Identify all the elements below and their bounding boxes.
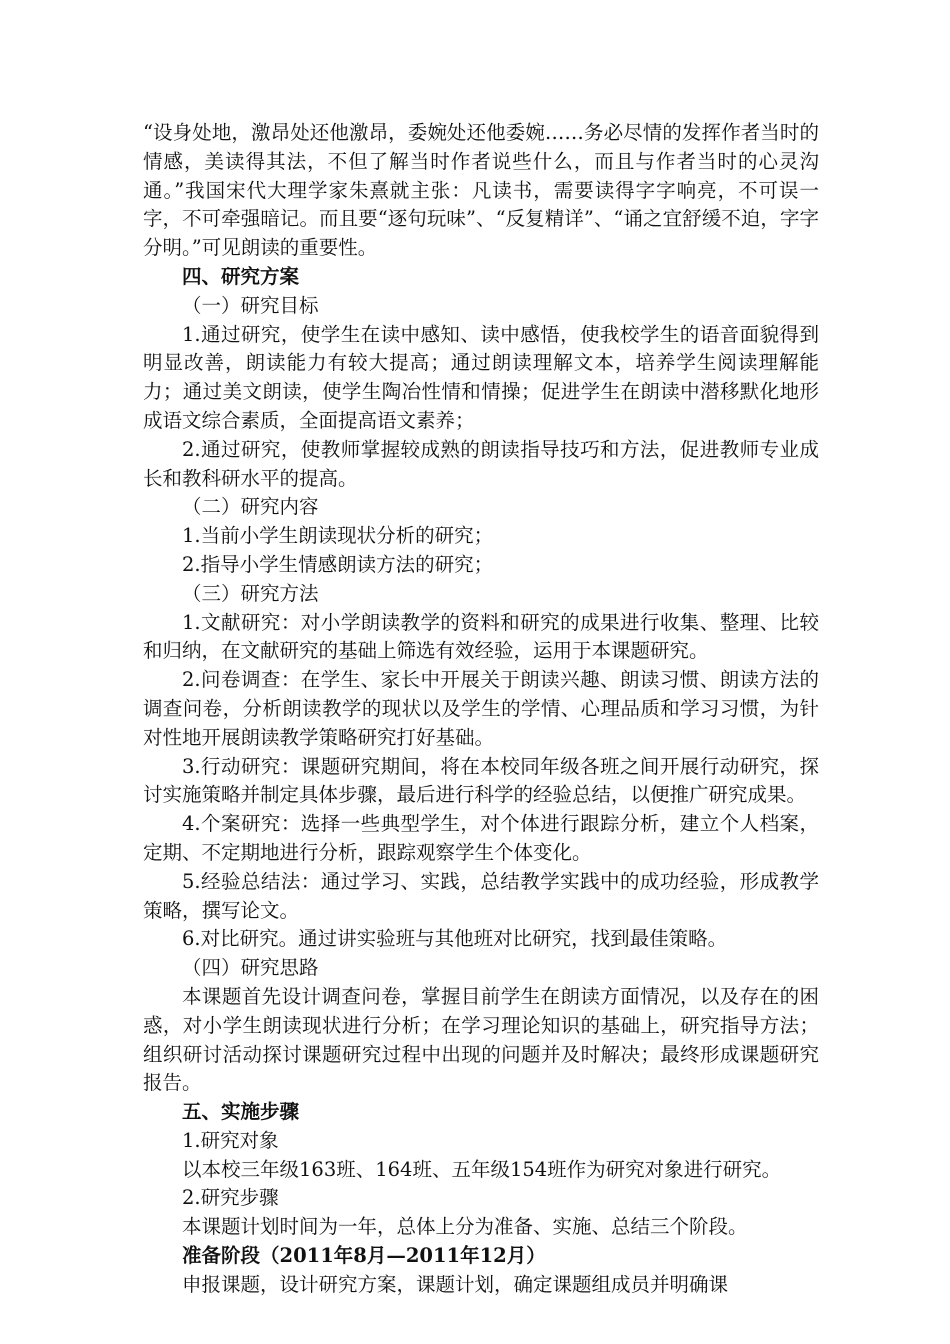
steps-paragraph: 本课题计划时间为一年，总体上分为准备、实施、总结三个阶段。 bbox=[182, 1215, 748, 1239]
section-heading-implementation: 五、实施步骤 bbox=[182, 1100, 300, 1124]
document-body bbox=[143, 119, 819, 1300]
preparation-paragraph: 申报课题，设计研究方案，课题计划，确定课题组成员并明确课 bbox=[182, 1272, 729, 1296]
method-item-2: 2.问卷调查：在学生、家长中开展关于朗读兴趣、朗读习惯、朗读方法的调查问卷，分析朗读教学的现状以及学生的学情、心理品质和学习习惯，为针对性地开展朗读教学策略研究打好基础。 bbox=[143, 668, 819, 749]
intro-quote-paragraph: “设身处地，激昂处还他激昂，委婉处还他委婉……务必尽情的发挥作者当时的情感，美读得其法，不但了解当时作者说些什么，而且与作者当时的心灵沟通。”我国宋代大理学家朱熹就主张：凡读书，需要读得字字响亮，不可误一字，不可牵强暗记。而且要“逐句玩味”、“反复精详”、“诵之宜舒缓不迫，字字分明。”可见朗读的重要性。 bbox=[143, 121, 819, 260]
section-heading-research-plan: 四、研究方案 bbox=[182, 264, 300, 288]
phase-heading-preparation: 准备阶段（2011年8月—2011年12月） bbox=[182, 1244, 546, 1268]
subheading-research-content: （二）研究内容 bbox=[182, 495, 319, 519]
goal-item-1: 1.通过研究，使学生在读中感知、读中感悟，使我校学生的语音面貌得到明显改善，朗读能力有较大提高；通过朗读理解文本，培养学生阅读理解能力；通过美文朗读，使学生陶冶性情和情操；促进学生在朗读中潜移默化地形成语文综合素质，全面提高语文素养； bbox=[143, 322, 819, 432]
subheading-research-steps: 2.研究步骤 bbox=[182, 1186, 279, 1210]
subjects-paragraph: 以本校三年级163班、164班、五年级154班作为研究对象进行研究。 bbox=[182, 1157, 782, 1181]
method-item-6: 6.对比研究。通过讲实验班与其他班对比研究，找到最佳策略。 bbox=[182, 927, 728, 951]
goal-item-2: 2.通过研究，使教师掌握较成熟的朗读指导技巧和方法，促进教师专业成长和教科研水平的提高。 bbox=[143, 437, 819, 490]
method-item-1: 1.文献研究：对小学朗读教学的资料和研究的成果进行收集、整理、比较和归纳，在文献研究的基础上筛选有效经验，运用于本课题研究。 bbox=[143, 610, 819, 663]
method-item-4: 4.个案研究：选择一些典型学生，对个体进行跟踪分析，建立个人档案，定期、不定期地进行分析，跟踪观察学生个体变化。 bbox=[143, 812, 819, 864]
subheading-research-approach: （四）研究思路 bbox=[182, 956, 319, 980]
subheading-research-goals: （一）研究目标 bbox=[182, 293, 319, 317]
approach-paragraph: 本课题首先设计调查问卷，掌握目前学生在朗读方面情况，以及存在的困惑，对小学生朗读现状进行分析；在学习理论知识的基础上，研究指导方法；组织研讨活动探讨课题研究过程中出现的问题并及时解决；最终形成课题研究报告。 bbox=[143, 984, 819, 1095]
subheading-research-subjects: 1.研究对象 bbox=[182, 1128, 279, 1152]
method-item-3: 3.行动研究：课题研究期间，将在本校同年级各班之间开展行动研究，探讨实施策略并制定具体步骤，最后进行科学的经验总结，以便推广研究成果。 bbox=[143, 754, 819, 807]
content-item-1: 1.当前小学生朗读现状分析的研究； bbox=[182, 524, 494, 548]
method-item-5: 5.经验总结法：通过学习、实践，总结教学实践中的成功经验，形成教学策略，撰写论文。 bbox=[143, 869, 819, 922]
subheading-research-methods: （三）研究方法 bbox=[182, 581, 319, 605]
content-item-2: 2.指导小学生情感朗读方法的研究； bbox=[182, 552, 494, 576]
